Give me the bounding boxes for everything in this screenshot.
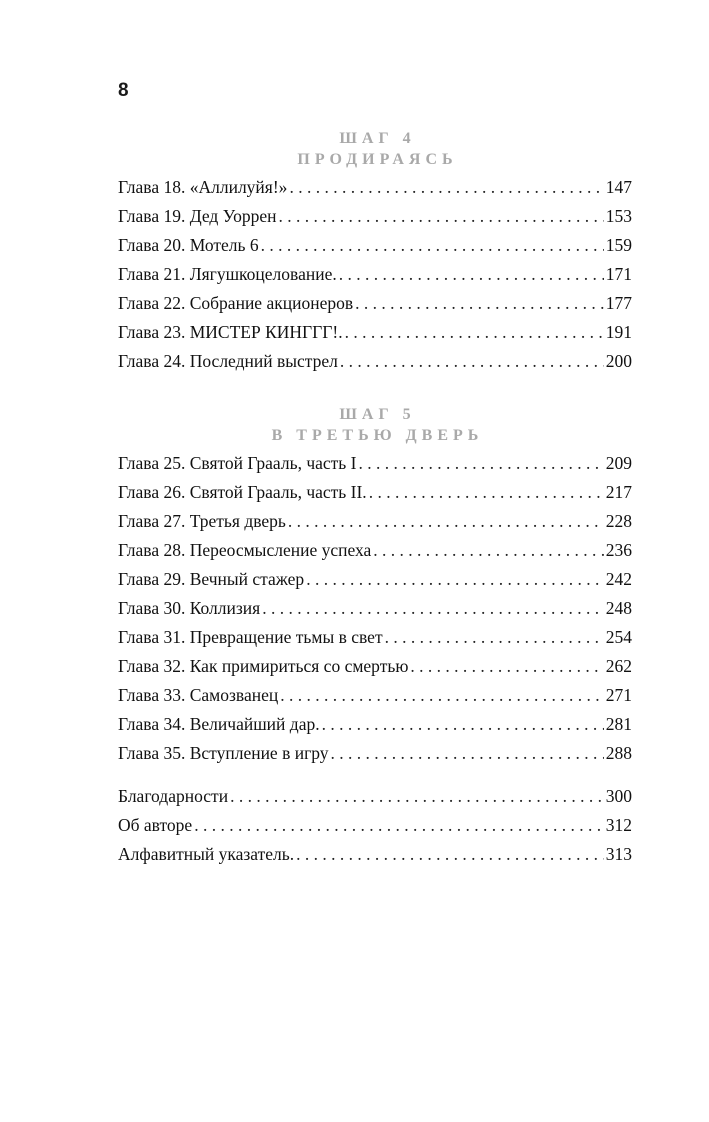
chapter-number: Глава 18. bbox=[118, 177, 186, 197]
dot-leader bbox=[261, 235, 604, 256]
section-heading bbox=[118, 128, 632, 170]
chapter-title: Святой Грааль, часть II. bbox=[189, 482, 367, 502]
entry-page-number: 191 bbox=[605, 322, 632, 342]
chapter-title: Вступление в игру bbox=[189, 743, 329, 763]
toc-list bbox=[118, 786, 632, 873]
chapter-title: «Аллилуйя!» bbox=[189, 177, 288, 197]
entry-page-number: 200 bbox=[605, 351, 632, 371]
toc-entry-label bbox=[118, 743, 329, 764]
toc-entry[interactable] bbox=[118, 656, 632, 685]
toc-section-step-5 bbox=[118, 404, 632, 772]
chapter-number: Глава 28. bbox=[118, 540, 186, 560]
dot-leader bbox=[369, 482, 604, 503]
dot-leader bbox=[358, 453, 603, 474]
section-title: ПРОДИРАЯСЬ bbox=[297, 151, 458, 168]
toc-entry[interactable] bbox=[118, 511, 632, 540]
dot-leader bbox=[280, 685, 604, 706]
toc-entry[interactable] bbox=[118, 264, 632, 293]
chapter-number: Глава 19. bbox=[118, 206, 186, 226]
chapter-number: Глава 26. bbox=[118, 482, 186, 502]
chapter-number: Глава 22. bbox=[118, 293, 186, 313]
toc-entry-label bbox=[118, 453, 356, 474]
toc-entry[interactable] bbox=[118, 351, 632, 380]
toc-entry-label bbox=[118, 351, 338, 372]
toc-entry-label bbox=[118, 627, 383, 648]
toc-entry[interactable] bbox=[118, 598, 632, 627]
chapter-number: Глава 34. bbox=[118, 714, 186, 734]
chapter-title: Дед Уоррен bbox=[189, 206, 277, 226]
section-title: В ТРЕТЬЮ ДВЕРЬ bbox=[271, 427, 484, 444]
entry-page-number: 177 bbox=[605, 293, 632, 313]
back-matter-title: Алфавитный указатель. bbox=[118, 844, 295, 864]
chapter-number: Глава 30. bbox=[118, 598, 186, 618]
entry-page-number: 262 bbox=[605, 656, 632, 676]
entry-page-number: 271 bbox=[605, 685, 632, 705]
dot-leader bbox=[296, 844, 604, 865]
back-matter-title: Об авторе bbox=[118, 815, 193, 835]
dot-leader bbox=[194, 815, 604, 836]
dot-leader bbox=[262, 598, 604, 619]
entry-page-number: 159 bbox=[605, 235, 632, 255]
toc-entry[interactable] bbox=[118, 685, 632, 714]
entry-page-number: 312 bbox=[605, 815, 632, 835]
toc-entry[interactable] bbox=[118, 844, 632, 873]
toc-entry-label bbox=[118, 206, 277, 227]
chapter-title: Величайший дар. bbox=[189, 714, 320, 734]
dot-leader bbox=[339, 264, 604, 285]
chapter-number: Глава 20. bbox=[118, 235, 186, 255]
dot-leader bbox=[279, 206, 604, 227]
chapter-title: Лягушкоцелование. bbox=[189, 264, 337, 284]
page-number: 8 bbox=[118, 80, 129, 101]
chapter-title: Третья дверь bbox=[189, 511, 286, 531]
toc-entry-label bbox=[118, 322, 343, 343]
chapter-number: Глава 32. bbox=[118, 656, 186, 676]
chapter-number: Глава 31. bbox=[118, 627, 186, 647]
toc-entry-label bbox=[118, 685, 278, 706]
chapter-title: Собрание акционеров bbox=[189, 293, 354, 313]
chapter-number: Глава 25. bbox=[118, 453, 186, 473]
dot-leader bbox=[410, 656, 603, 677]
chapter-title: Вечный стажер bbox=[189, 569, 305, 589]
entry-page-number: 153 bbox=[605, 206, 632, 226]
toc-entry[interactable] bbox=[118, 786, 632, 815]
toc-entry[interactable] bbox=[118, 569, 632, 598]
dot-leader bbox=[331, 743, 604, 764]
toc-entry-label bbox=[118, 656, 408, 677]
dot-leader bbox=[345, 322, 604, 343]
chapter-number: Глава 29. bbox=[118, 569, 186, 589]
dot-leader bbox=[322, 714, 604, 735]
toc-list bbox=[118, 453, 632, 772]
dot-leader bbox=[289, 177, 603, 198]
chapter-number: Глава 21. bbox=[118, 264, 186, 284]
toc-entry-label bbox=[118, 235, 259, 256]
chapter-title: Превращение тьмы в свет bbox=[189, 627, 383, 647]
toc-entry-label bbox=[118, 264, 337, 285]
chapter-number: Глава 35. bbox=[118, 743, 186, 763]
toc-entry[interactable] bbox=[118, 482, 632, 511]
back-matter-title: Благодарности bbox=[118, 786, 229, 806]
toc-entry[interactable] bbox=[118, 714, 632, 743]
dot-leader bbox=[230, 786, 604, 807]
entry-page-number: 313 bbox=[605, 844, 632, 864]
entry-page-number: 288 bbox=[605, 743, 632, 763]
entry-page-number: 171 bbox=[605, 264, 632, 284]
chapter-title: МИСТЕР КИНГГГ!. bbox=[189, 322, 343, 342]
dot-leader bbox=[355, 293, 604, 314]
dot-leader bbox=[340, 351, 604, 372]
toc-entry[interactable] bbox=[118, 540, 632, 569]
section-heading bbox=[118, 404, 632, 446]
toc-entry-label bbox=[118, 177, 287, 198]
section-step-label: ШАГ 4 bbox=[339, 130, 416, 147]
toc-entry[interactable] bbox=[118, 627, 632, 656]
entry-page-number: 281 bbox=[605, 714, 632, 734]
entry-page-number: 228 bbox=[605, 511, 632, 531]
chapter-number: Глава 24. bbox=[118, 351, 186, 371]
toc-entry[interactable] bbox=[118, 815, 632, 844]
entry-page-number: 254 bbox=[605, 627, 632, 647]
entry-page-number: 236 bbox=[605, 540, 632, 560]
entry-page-number: 242 bbox=[605, 569, 632, 589]
toc-entry-label bbox=[118, 511, 286, 532]
chapter-title: Как примириться со смертью bbox=[189, 656, 409, 676]
chapter-number: Глава 33. bbox=[118, 685, 186, 705]
toc-entry-label bbox=[118, 482, 367, 503]
entry-page-number: 248 bbox=[605, 598, 632, 618]
dot-leader bbox=[288, 511, 604, 532]
toc-entry-label bbox=[118, 714, 320, 735]
chapter-title: Святой Грааль, часть I bbox=[189, 453, 357, 473]
toc-entry-label bbox=[118, 569, 304, 590]
dot-leader bbox=[306, 569, 604, 590]
chapter-title: Последний выстрел bbox=[189, 351, 338, 371]
dot-leader bbox=[373, 540, 603, 561]
toc-entry[interactable] bbox=[118, 293, 632, 322]
entry-page-number: 300 bbox=[605, 786, 632, 806]
toc-entry-label bbox=[118, 598, 260, 619]
chapter-title: Самозванец bbox=[189, 685, 279, 705]
chapter-number: Глава 27. bbox=[118, 511, 186, 531]
toc-entry[interactable] bbox=[118, 177, 632, 206]
toc-list bbox=[118, 177, 632, 380]
chapter-number: Глава 23. bbox=[118, 322, 186, 342]
toc-entry[interactable] bbox=[118, 206, 632, 235]
toc-back-matter bbox=[118, 786, 632, 873]
toc-entry[interactable] bbox=[118, 453, 632, 482]
entry-page-number: 217 bbox=[605, 482, 632, 502]
toc-section-step-4 bbox=[118, 128, 632, 380]
entry-page-number: 147 bbox=[605, 177, 632, 197]
chapter-title: Переосмысление успеха bbox=[189, 540, 372, 560]
toc-entry-label bbox=[118, 293, 353, 314]
toc-entry-label bbox=[118, 540, 371, 561]
chapter-title: Коллизия bbox=[189, 598, 261, 618]
dot-leader bbox=[385, 627, 604, 648]
toc-entry[interactable] bbox=[118, 743, 632, 772]
toc-entry[interactable] bbox=[118, 322, 632, 351]
section-step-label: ШАГ 5 bbox=[339, 406, 416, 423]
toc-entry[interactable] bbox=[118, 235, 632, 264]
chapter-title: Мотель 6 bbox=[189, 235, 259, 255]
entry-page-number: 209 bbox=[605, 453, 632, 473]
